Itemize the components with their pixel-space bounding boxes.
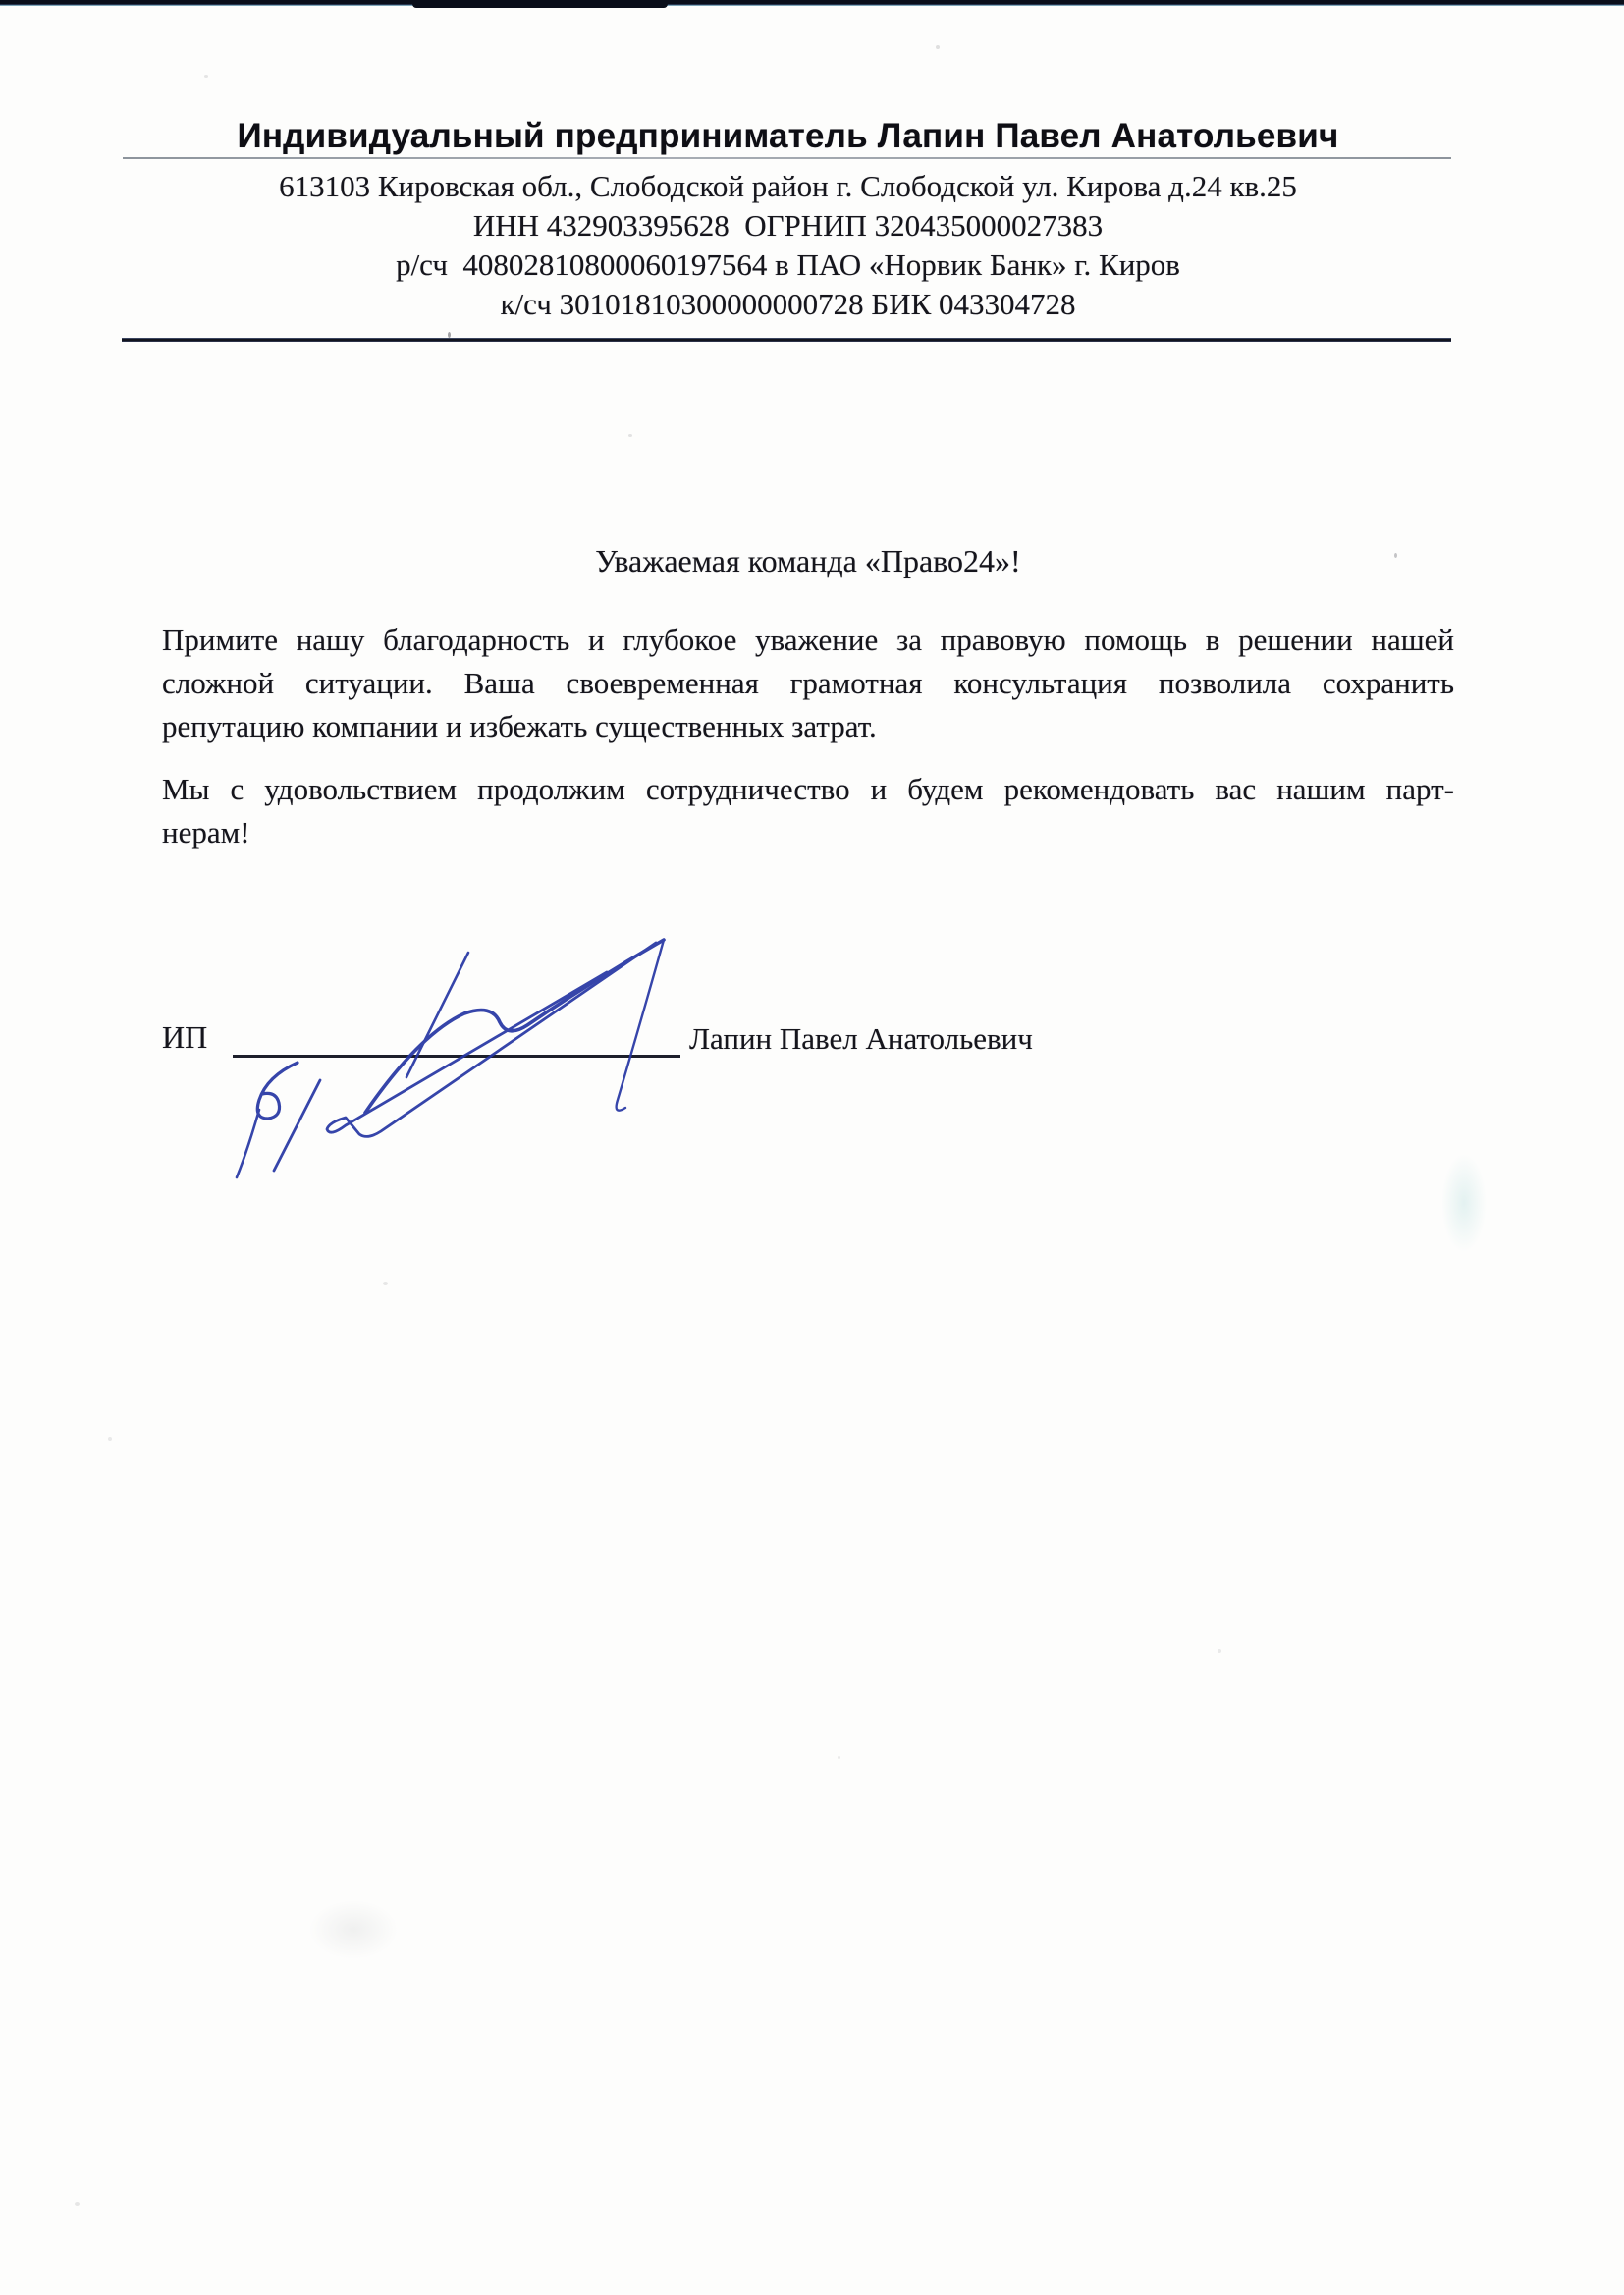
letterhead-divider-thick [122,338,1451,342]
paragraph-line: Примите нашу благодарность и глубокое уважение за правовую помощь в решении нашей [162,623,1454,657]
paragraph-gratitude [162,619,1454,748]
letterhead-bank-account: р/сч 40802810800060197564 в ПАО «Норвик Банк» г. Киров [396,247,1180,282]
letterhead-corr-account: к/сч 30101810300000000728 БИК 043304728 [500,287,1076,321]
signature-prefix: ИП [162,1019,208,1055]
signatory-name: Лапин Павел Анатольевич [689,1021,1033,1056]
scan-speck [75,2202,80,2206]
scan-edge-artifact [0,0,1624,6]
letterhead-inn-ogrnip: ИНН 432903395628 ОГРНИП 320435000027383 [472,208,1104,243]
scan-smudge [1441,1154,1487,1252]
paragraph-line: Мы с удовольствием продолжим сотрудничество и будем рекомендовать вас нашим парт- [162,772,1454,806]
handwritten-signature [226,928,687,1193]
letterhead-divider-thin [123,157,1451,159]
paragraph-line: нерам! [162,815,250,849]
scan-speck [838,1756,840,1759]
salutation: Уважаемая команда «Право24»! [595,543,1021,578]
scan-speck [1394,553,1397,558]
scan-speck [383,1282,388,1285]
paragraph-line: сложной ситуации. Ваша своевременная грамотная консультация позволила сохранить [162,666,1454,700]
scan-speck [204,75,208,78]
letterhead-title: Индивидуальный предприниматель Лапин Павел Анатольевич [237,117,1339,155]
letterhead-address: 613103 Кировская обл., Слободской район г. Слободской ул. Кирова д.24 кв.25 [279,169,1297,203]
paragraph-line: репутацию компании и избежать существенных затрат. [162,709,877,743]
scan-speck [936,45,940,49]
scan-speck [448,332,451,338]
letterhead-details [123,167,1453,324]
paragraph-cooperation [162,768,1454,854]
scan-speck [1218,1649,1221,1653]
scan-smudge [309,1900,398,1959]
scan-speck [628,434,632,437]
scan-speck [108,1437,112,1441]
